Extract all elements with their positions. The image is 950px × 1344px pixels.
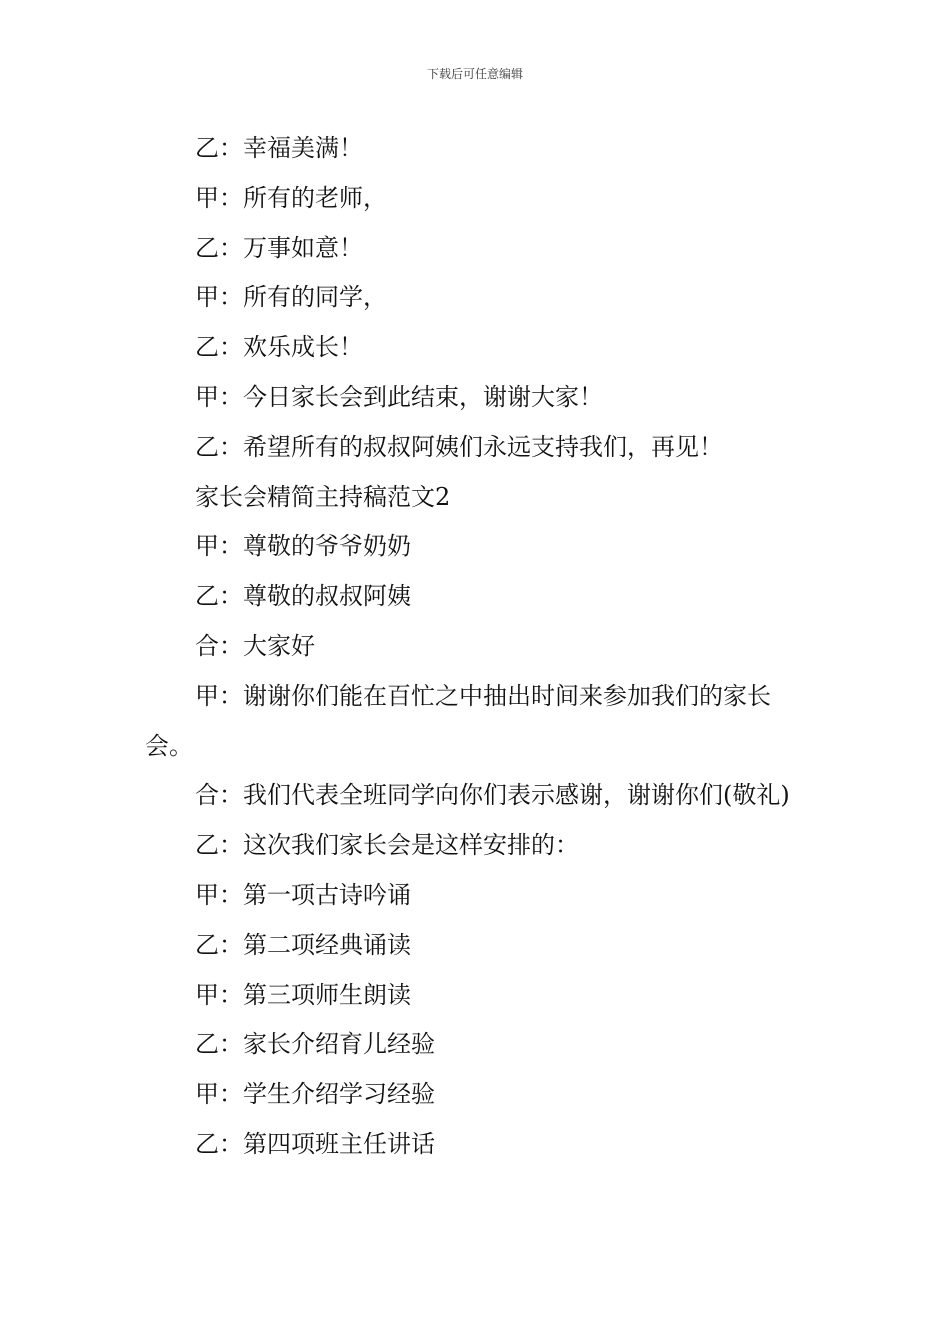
paragraph: 合：我们代表全班同学向你们表示感谢，谢谢你们(敬礼) xyxy=(195,781,790,810)
page-header-note: 下载后可任意编辑 xyxy=(426,67,523,81)
paragraph: 乙：这次我们家长会是这样安排的： xyxy=(195,831,579,860)
paragraph: 甲：学生介绍学习经验 xyxy=(195,1080,435,1109)
paragraph: 乙：第四项班主任讲话 xyxy=(195,1129,435,1158)
paragraph: 乙：万事如意！ xyxy=(195,233,363,262)
document-body xyxy=(145,124,809,1170)
paragraph: 甲：第三项师生朗读 xyxy=(195,980,411,1009)
paragraph: 乙：欢乐成长！ xyxy=(195,333,363,362)
paragraph: 甲：所有的老师， xyxy=(195,183,387,212)
paragraph: 甲：尊敬的爷爷奶奶 xyxy=(195,532,411,561)
paragraph: 甲：所有的同学， xyxy=(195,283,387,312)
paragraph: 甲：第一项古诗吟诵 xyxy=(195,880,411,909)
paragraph: 乙：家长介绍育儿经验 xyxy=(195,1030,435,1059)
paragraph: 甲：谢谢你们能在百忙之中抽出时间来参加我们的家长会。 xyxy=(145,681,771,760)
paragraph: 合：大家好 xyxy=(195,631,315,660)
section-heading: 家长会精简主持稿范文2 xyxy=(195,482,451,511)
paragraph: 甲：今日家长会到此结束，谢谢大家！ xyxy=(195,382,603,411)
paragraph: 乙：幸福美满！ xyxy=(195,134,363,162)
paragraph: 乙：第二项经典诵读 xyxy=(195,930,411,959)
paragraph: 乙：希望所有的叔叔阿姨们永远支持我们，再见！ xyxy=(195,432,723,461)
paragraph: 乙：尊敬的叔叔阿姨 xyxy=(195,582,411,611)
